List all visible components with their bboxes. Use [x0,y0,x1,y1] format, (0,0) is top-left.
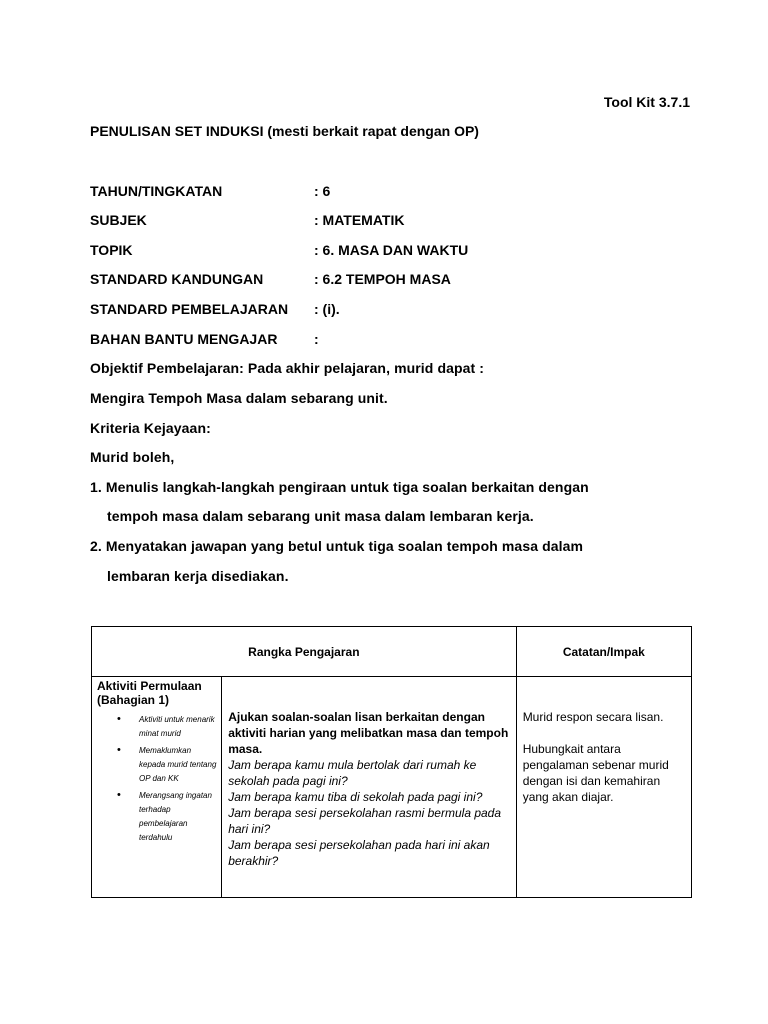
note-item: Murid respon secara lisan. [522,710,664,724]
field-value: : 6 [314,183,331,199]
field-label: TAHUN/TINGKATAN [90,183,223,199]
lesson-table [91,626,692,898]
criteria-item-1-cont: tempoh masa dalam sebarang unit masa dalam lembaran kerja. [107,508,534,524]
list-item: • Aktiviti untuk menarik minat murid [121,713,219,741]
stage-bullets [97,713,217,845]
header-catatan-impak: Catatan/Impak [516,627,691,677]
field-value: : 6.2 TEMPOH MASA [314,271,451,287]
list-item: • Memaklumkan kepada murid tentang OP dan KK [121,744,219,786]
list-item: • Merangsang ingatan terhadap pembelajaran terdahulu [121,789,219,845]
criteria-intro: Murid boleh, [90,449,175,465]
document-title: PENULISAN SET INDUKSI (mesti berkait rapat dengan OP) [90,123,479,139]
question-item: Jam berapa sesi persekolahan rasmi bermula pada hari ini? [228,806,502,836]
criteria-heading: Kriteria Kejayaan: [90,420,211,436]
field-value: : [314,331,319,347]
header-rangka-pengajaran: Rangka Pengajaran [92,627,517,677]
plan-intro: Ajukan soalan-soalan lisan berkaitan dengan aktiviti harian yang melibatkan masa dan tempoh masa. [228,710,509,756]
question-item: Jam berapa kamu mula bertolak dari rumah ke sekolah pada pagi ini? [228,758,477,788]
field-subjek [90,212,404,228]
stage-title: Aktiviti Permulaan (Bahagian 1) [97,679,202,707]
plan-cell [222,677,516,898]
field-tahun [90,183,330,199]
field-standard-kandungan [90,271,451,287]
notes-cell [516,677,691,898]
field-label: STANDARD KANDUNGAN [90,271,264,287]
field-value: : 6. MASA DAN WAKTU [314,242,469,258]
criteria-item-1: 1. Menulis langkah-langkah pengiraan untuk tiga soalan berkaitan dengan [90,479,589,495]
field-value: : MATEMATIK [314,212,405,228]
table-row [92,677,692,898]
field-value: : (i). [314,301,340,317]
criteria-item-2-cont: lembaran kerja disediakan. [107,568,289,584]
table-header-row [92,627,692,677]
question-item: Jam berapa sesi persekolahan pada hari ini akan berakhir? [228,838,490,868]
field-label: STANDARD PEMBELAJARAN [90,301,289,317]
toolkit-label: Tool Kit 3.7.1 [603,94,690,110]
stage-cell [92,677,222,898]
question-item: Jam berapa kamu tiba di sekolah pada pagi ini? [228,790,483,804]
objective-line: Objektif Pembelajaran: Pada akhir pelajaran, murid dapat : [90,360,485,376]
field-bahan-bantu [90,331,319,347]
criteria-item-2: 2. Menyatakan jawapan yang betul untuk tiga soalan tempoh masa dalam [90,538,584,554]
objective-text: Mengira Tempoh Masa dalam sebarang unit. [90,390,388,406]
field-standard-pembelajaran [90,301,340,317]
field-topik [90,242,468,258]
field-label: BAHAN BANTU MENGAJAR [90,331,278,347]
field-label: TOPIK [90,242,133,258]
note-item: Hubungkait antara pengalaman sebenar murid dengan isi dan kemahiran yang akan diajar. [522,742,669,804]
field-label: SUBJEK [90,212,147,228]
